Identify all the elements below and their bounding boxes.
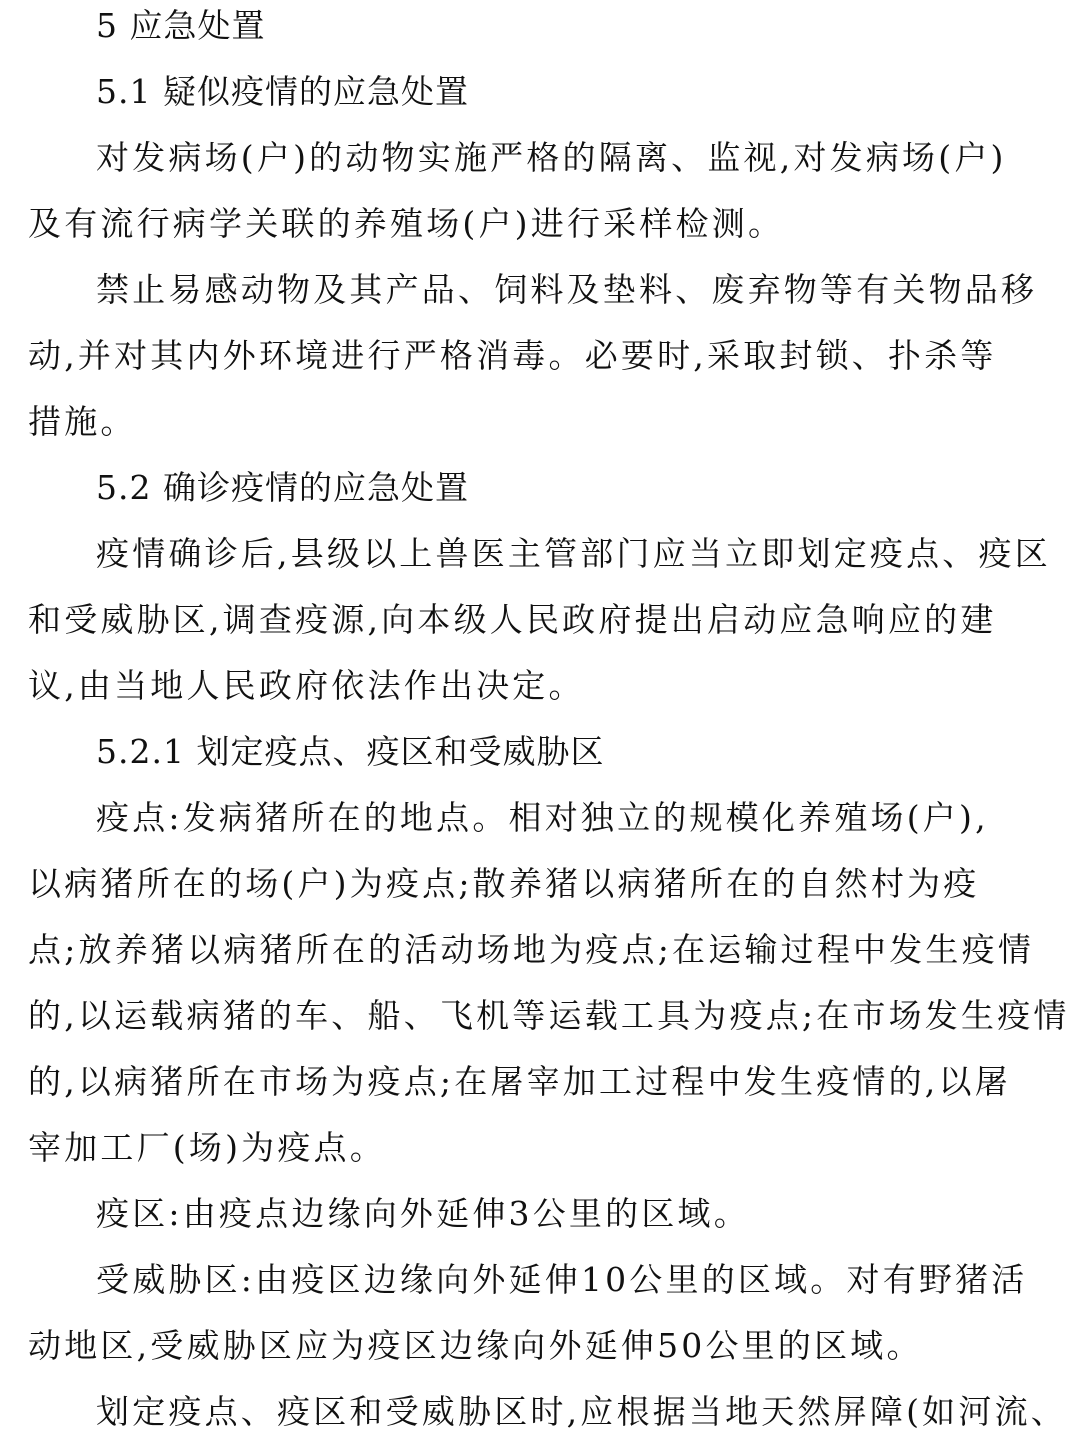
paragraph-line: 的,以运载病猪的车、船、飞机等运载工具为疫点;在市场发生疫情	[28, 996, 1070, 1035]
paragraph-line: 受威胁区:由疫区边缘向外延伸10公里的区域。对有野猪活	[96, 1260, 1028, 1299]
paragraph-line: 措施。	[28, 402, 137, 441]
paragraph-line: 和受威胁区,调查疫源,向本级人民政府提出启动应急响应的建	[28, 600, 997, 639]
paragraph-line: 划定疫点、疫区和受威胁区时,应根据当地天然屏障(如河流、	[96, 1392, 1067, 1431]
paragraph-line: 动地区,受威胁区应为疫区边缘向外延伸50公里的区域。	[28, 1326, 923, 1365]
paragraph-line: 疫区:由疫点边缘向外延伸3公里的区域。	[96, 1194, 750, 1233]
section-heading-5-1: 5.1 疑似疫情的应急处置	[96, 72, 469, 111]
section-heading-5: 5 应急处置	[96, 6, 266, 45]
paragraph-line: 及有流行病学关联的养殖场(户)进行采样检测。	[28, 204, 785, 243]
paragraph-line: 禁止易感动物及其产品、饲料及垫料、废弃物等有关物品移	[96, 270, 1038, 309]
section-heading-5-2-1: 5.2.1 划定疫点、疫区和受威胁区	[96, 732, 605, 771]
section-heading-5-2: 5.2 确诊疫情的应急处置	[96, 468, 469, 507]
paragraph-line: 以病猪所在的场(户)为疫点;散养猪以病猪所在的自然村为疫	[28, 864, 980, 903]
paragraph-line: 的,以病猪所在市场为疫点;在屠宰加工过程中发生疫情的,以屠	[28, 1062, 1011, 1101]
paragraph-line: 疫情确诊后,县级以上兽医主管部门应当立即划定疫点、疫区	[96, 534, 1051, 573]
paragraph-line: 议,由当地人民政府依法作出决定。	[28, 666, 585, 705]
paragraph-line: 疫点:发病猪所在的地点。相对独立的规模化养殖场(户),	[96, 798, 989, 837]
paragraph-line: 动,并对其内外环境进行严格消毒。必要时,采取封锁、扑杀等	[28, 336, 997, 375]
paragraph-line: 点;放养猪以病猪所在的活动场地为疫点;在运输过程中发生疫情	[28, 930, 1035, 969]
paragraph-line: 宰加工厂(场)为疫点。	[28, 1128, 386, 1167]
paragraph-line: 对发病场(户)的动物实施严格的隔离、监视,对发病场(户)	[96, 138, 1007, 177]
